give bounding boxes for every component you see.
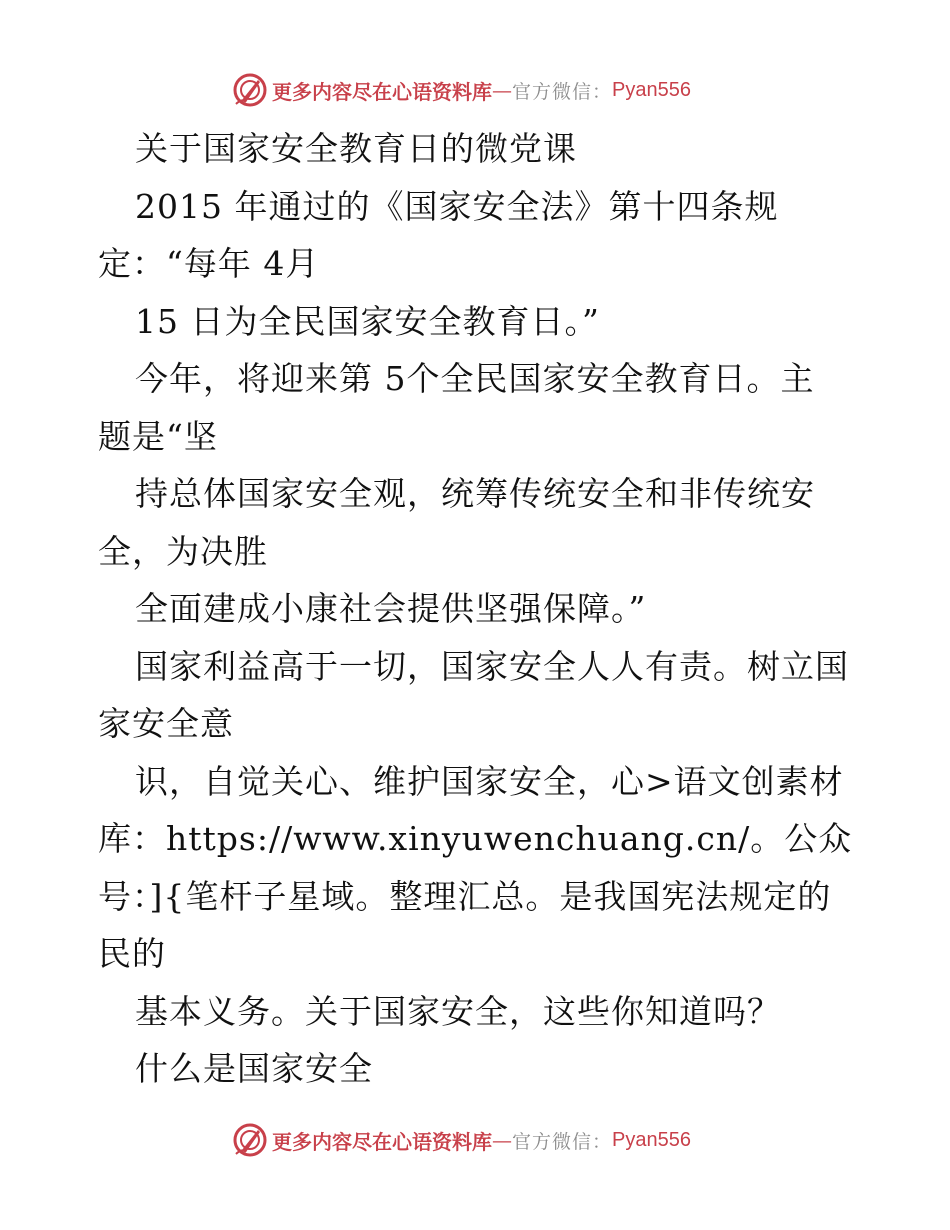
- paragraph-line: 家安全意: [98, 704, 234, 743]
- paragraph-line: 基本义务。关于国家安全，这些你知道吗？: [135, 991, 781, 1031]
- wechat-label: 官方微信：: [512, 1130, 613, 1153]
- wechat-label: 官方微信：: [512, 80, 613, 103]
- paragraph-line: 国家利益高于一切，国家安全人人有责。树立国: [135, 646, 849, 686]
- paragraph-line: 号：]{笔杆子星域。整理汇总。是我国宪法规定的: [98, 876, 832, 916]
- paragraph-line: 全，为决胜: [98, 531, 268, 571]
- wechat-id: Pyan556: [612, 78, 691, 101]
- section-heading: 什么是国家安全: [135, 1049, 373, 1088]
- site-promo-text: 更多内容尽在心语资料库: [272, 1129, 492, 1154]
- document-body: [98, 120, 858, 1098]
- quill-seal-icon: [232, 1122, 268, 1158]
- document-title: 关于国家安全教育日的微党课: [135, 129, 577, 168]
- paragraph-line: 15 日为全民国家安全教育日。”: [135, 301, 600, 341]
- banner-dash: —: [492, 1128, 512, 1152]
- paragraph-line: 识，自觉关心、维护国家安全，心>语文创素材: [135, 761, 844, 801]
- header-banner: [232, 70, 691, 110]
- paragraph-line: 今年，将迎来第 5个全民国家安全教育日。主: [135, 359, 815, 398]
- paragraph-line: 定：“每年 4月: [98, 244, 320, 283]
- banner-dash: —: [492, 78, 512, 102]
- paragraph-line: 民的: [98, 934, 166, 973]
- quill-seal-icon: [232, 72, 268, 108]
- footer-banner: [232, 1120, 691, 1160]
- paragraph-line: 2015 年通过的《国家安全法》第十四条规: [135, 186, 779, 226]
- wechat-id: Pyan556: [612, 1128, 691, 1151]
- paragraph-line: 题是“坚: [98, 416, 218, 456]
- paragraph-line: 库：https://www.xinyuwenchuang.cn/。公众: [98, 819, 853, 858]
- paragraph-line: 全面建成小康社会提供坚强保障。”: [135, 589, 647, 628]
- paragraph-line: 持总体国家安全观，统筹传统安全和非传统安: [135, 474, 815, 513]
- site-promo-text: 更多内容尽在心语资料库: [272, 79, 492, 104]
